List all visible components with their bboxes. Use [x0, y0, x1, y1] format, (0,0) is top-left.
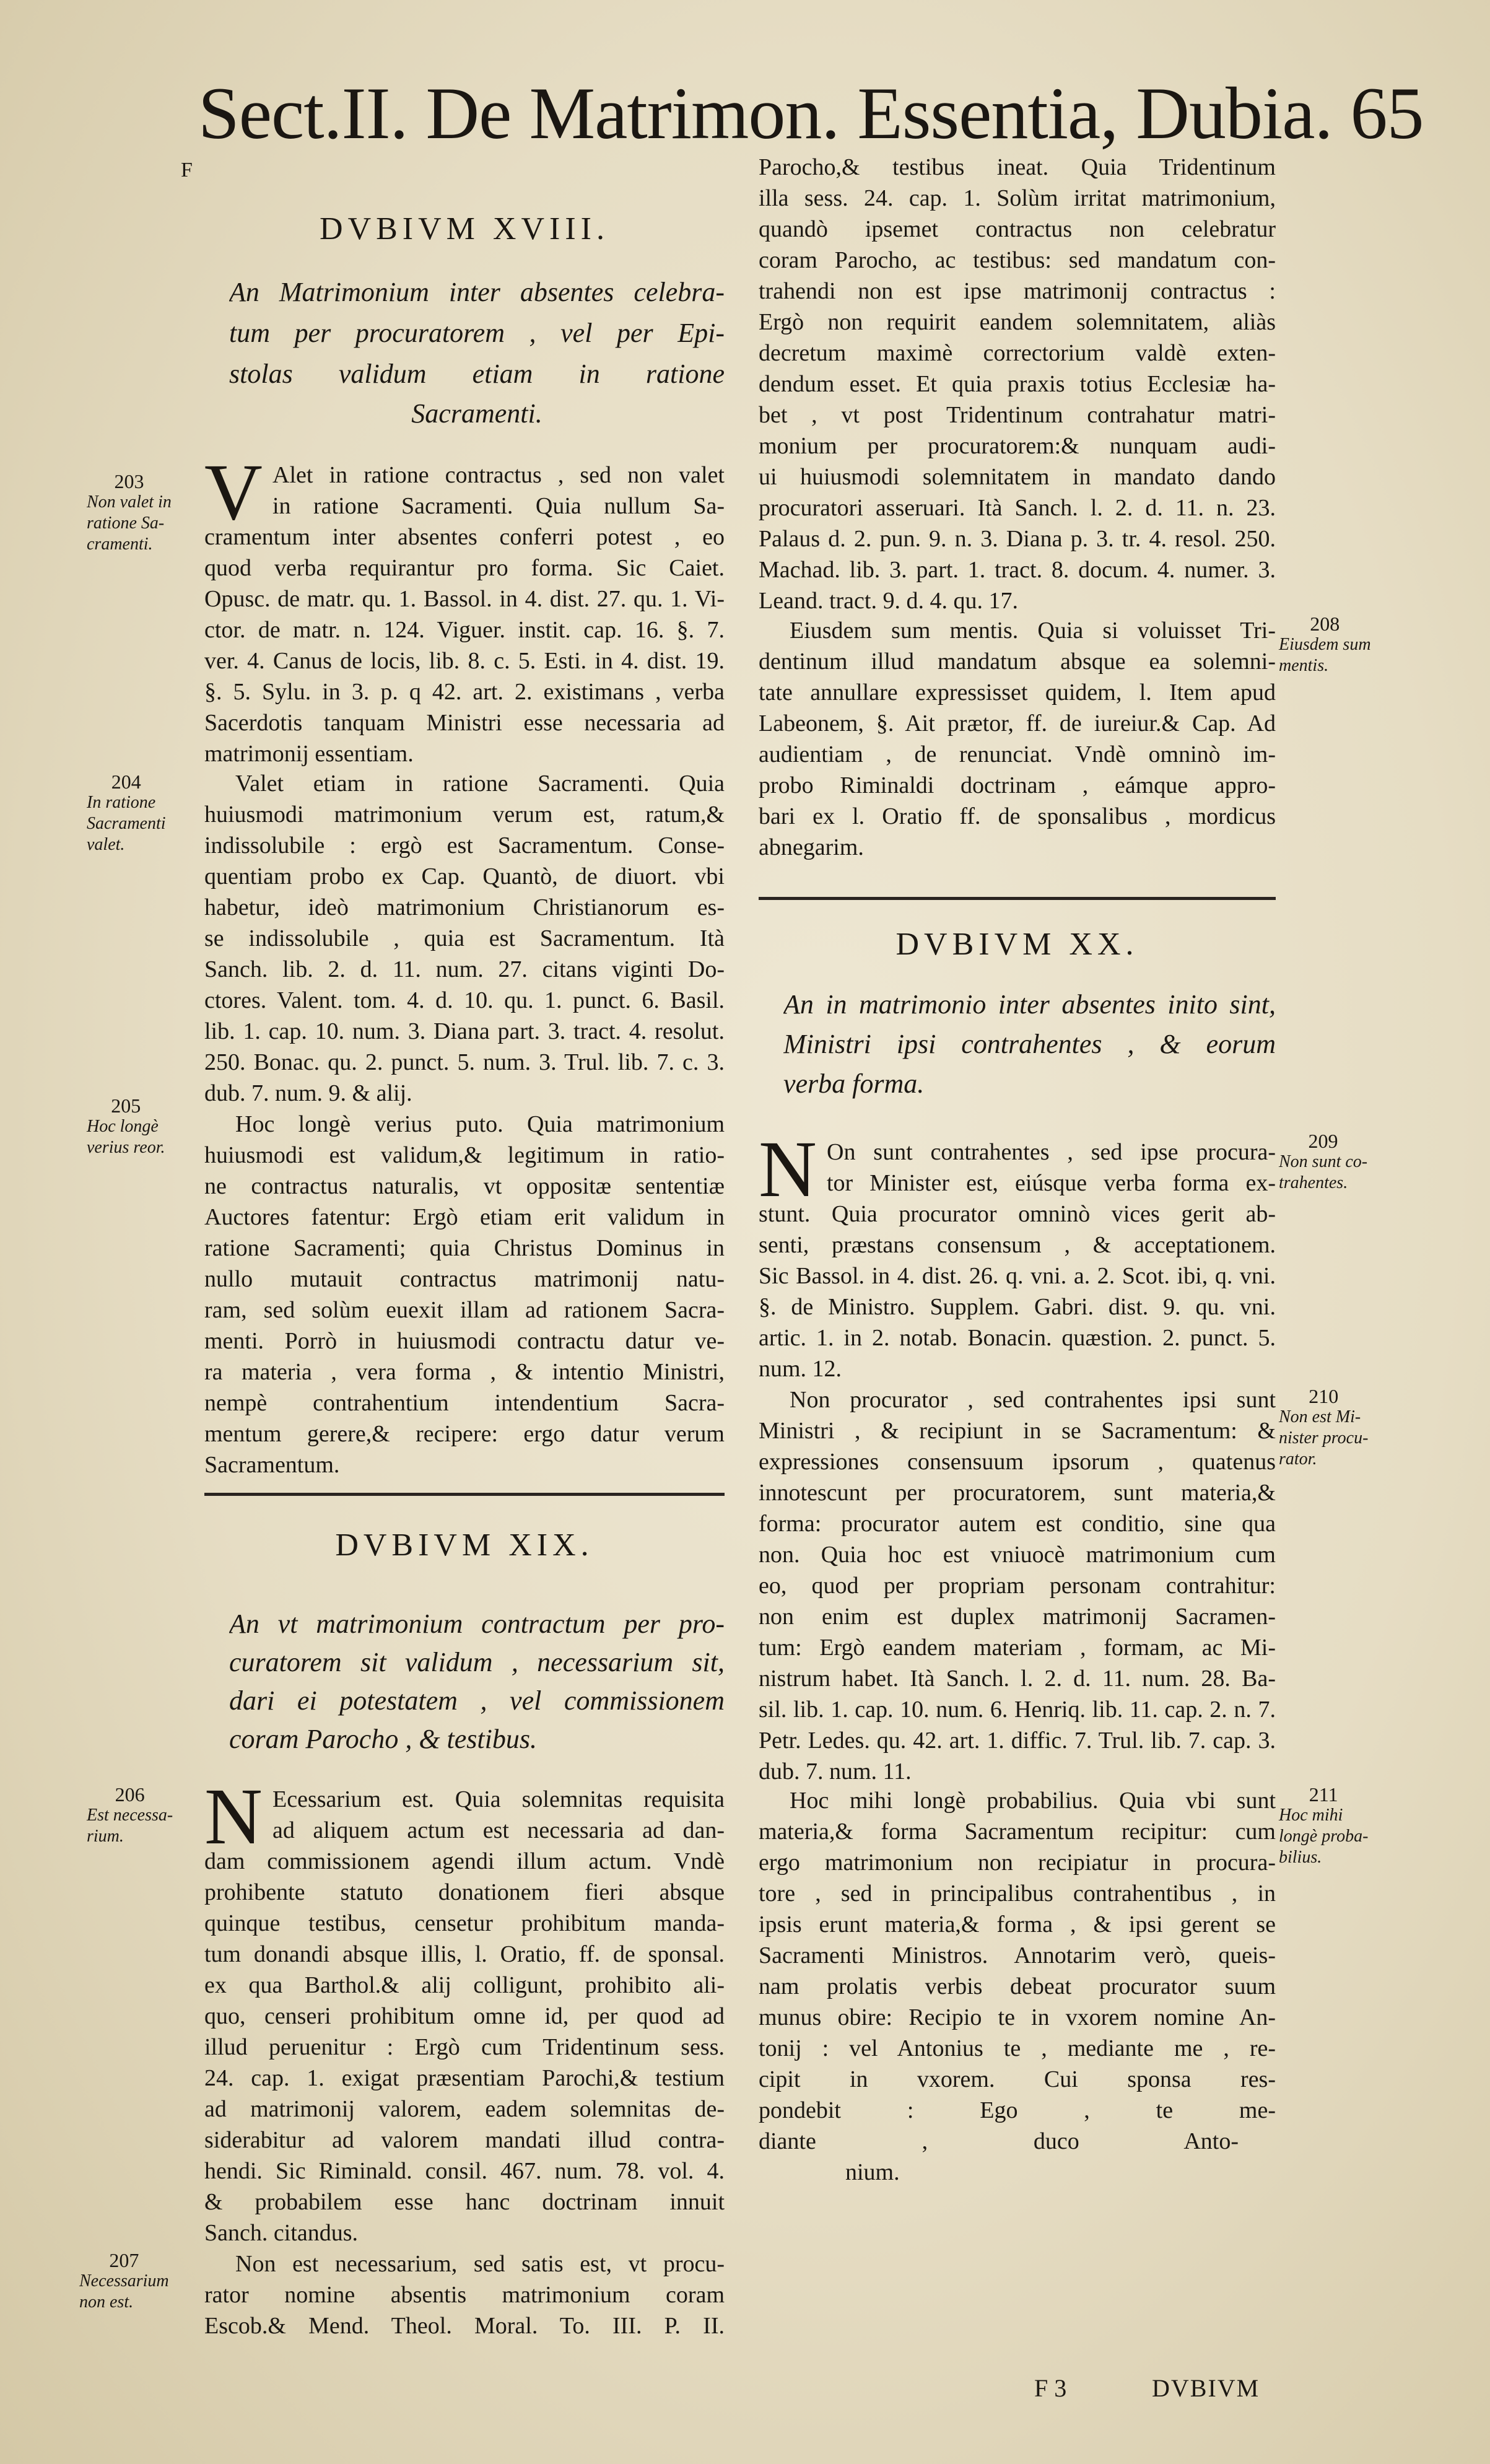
- margin-note-number: 208: [1310, 613, 1340, 635]
- text-line: prohibente statuto donationem fieri absque: [204, 1879, 725, 1905]
- text-line: coram Parocho, ac testibus: sed mandatum con-: [759, 247, 1276, 273]
- text-line: expressiones consensuum ipsorum , quatenus: [759, 1449, 1276, 1475]
- margin-note-number: 203: [114, 470, 144, 492]
- text-line: ne contractus naturalis, vt oppositæ sententiæ: [204, 1173, 725, 1199]
- text-line: siderabitur ad valorem mandati illud contra-: [204, 2127, 725, 2153]
- margin-note-number: 209: [1308, 1130, 1338, 1152]
- text-line: abnegarim.: [759, 834, 864, 860]
- text-line: Sacramentum.: [204, 1452, 340, 1478]
- catchword: DVBIVM: [1152, 2374, 1260, 2402]
- text-line: Hoc mihi longè probabilius. Quia vbi sunt: [790, 1788, 1276, 1814]
- text-line: bari ex l. Oratio ff. de sponsalibus , mordicus: [759, 803, 1276, 829]
- text-line: Opusc. de matr. qu. 1. Bassol. in 4. dist. 27. qu. 1. Vi-: [204, 586, 725, 612]
- text-line: ex qua Barthol.& alij colligunt, prohibito ali-: [204, 1972, 725, 1998]
- margin-note-text: Non est Mi-: [1279, 1407, 1361, 1426]
- question-line: tum per procuratorem , vel per Epi-: [229, 318, 725, 348]
- margin-note: [79, 2250, 169, 2313]
- text-line: artic. 1. in 2. notab. Bonacin. quæstion. 2. punct. 5.: [759, 1325, 1276, 1351]
- text-line: ipsis erunt materia,& forma , & ipsi gerent se: [759, 1911, 1276, 1938]
- margin-note: [1279, 1784, 1368, 1868]
- section-heading: DVBIVM XVIII.: [320, 214, 609, 245]
- section-heading: DVBIVM XX.: [895, 929, 1139, 960]
- text-line: huiusmodi matrimonium verum est, ratum,&: [204, 802, 725, 828]
- margin-note: [1279, 1130, 1367, 1194]
- margin-note-text: trahentes.: [1279, 1173, 1348, 1192]
- text-line: stunt. Quia procurator omninò vices gerit ab-: [759, 1201, 1276, 1227]
- margin-note: [87, 771, 166, 855]
- right-column: [759, 0, 1276, 2464]
- text-line: ver. 4. Canus de locis, lib. 8. c. 5. Esti. in 4. dist. 19.: [204, 648, 725, 674]
- text-line: probo Riminaldi doctrinam , eámque appro-: [759, 772, 1276, 798]
- text-line: trahendi non est ipse matrimonij contractus :: [759, 278, 1276, 304]
- text-line: munus obire: Recipio te in vxorem nomine An-: [759, 2004, 1276, 2030]
- section-heading: DVBIVM XIX.: [335, 1530, 594, 1561]
- signature-mark: F 3: [1034, 2374, 1067, 2402]
- margin-note-text: non est.: [79, 2292, 134, 2312]
- text-line: Sanch. citandus.: [204, 2220, 359, 2246]
- margin-note-text: Necessarium: [79, 2271, 169, 2291]
- text-line: in ratione Sacramenti. Quia nullum Sa-: [272, 493, 725, 519]
- text-line: nam prolatis verbis debeat procurator suum: [759, 1973, 1276, 1999]
- text-line: ad aliquem actum est necessaria ad dan-: [272, 1817, 725, 1843]
- margin-note-text: cramenti.: [87, 535, 153, 554]
- margin-note-number: 205: [111, 1094, 141, 1117]
- margin-note-text: Hoc mihi: [1279, 1806, 1343, 1825]
- text-line: Machad. lib. 3. part. 1. tract. 8. docum. 4. numer. 3.: [759, 557, 1276, 583]
- text-line: pondebit : Ego , te me-: [759, 2097, 1276, 2123]
- question-line: An Matrimonium inter absentes celebra-: [229, 277, 725, 307]
- text-line: non. Quia hoc est vniuocè matrimonium cum: [759, 1542, 1276, 1568]
- text-line: tonij : vel Antonius te , mediante me , re-: [759, 2035, 1276, 2061]
- margin-note-text: nister procu-: [1279, 1428, 1369, 1448]
- question-line: Ministri ipsi contrahentes , & eorum: [783, 1029, 1276, 1059]
- text-line: Ergò non requirit eandem solemnitatem, aliàs: [759, 309, 1276, 335]
- text-line: 250. Bonac. qu. 2. punct. 5. num. 3. Trul. lib. 7. c. 3.: [204, 1049, 725, 1075]
- text-line: Leand. tract. 9. d. 4. qu. 17.: [759, 588, 1018, 614]
- text-line: Hoc longè verius puto. Quia matrimonium: [235, 1111, 725, 1137]
- text-line: & probabilem esse hanc doctrinam innuit: [204, 2189, 725, 2215]
- text-line: Non procurator , sed contrahentes ipsi sunt: [790, 1387, 1276, 1413]
- margin-note-text: rator.: [1279, 1449, 1317, 1469]
- margin-note-number: 207: [109, 2249, 139, 2271]
- margin-note: [87, 1095, 165, 1158]
- margin-note-number: 206: [115, 1783, 145, 1806]
- text-line: Sacerdotis tanquam Ministri esse necessaria ad: [204, 710, 725, 736]
- text-line: dentinum illud mandatum absque ea solemni-: [759, 649, 1276, 675]
- text-line: nistrum habet. Ità Sanch. l. 2. d. 11. num. 28. Ba-: [759, 1666, 1276, 1692]
- text-line: tor Minister est, eiúsque verba forma ex-: [827, 1170, 1276, 1196]
- section-divider: [759, 897, 1276, 900]
- text-line: quod verba requirantur pro forma. Sic Caiet.: [204, 555, 725, 581]
- text-line: ad matrimonij valorem, eadem solemnitas de-: [204, 2096, 725, 2122]
- text-line: nullo mutauit contractus matrimonij natu-: [204, 1266, 725, 1292]
- text-line: menti. Porrò in huiusmodi contractu datur ve-: [204, 1328, 725, 1354]
- margin-note-text: In ratione: [87, 793, 156, 812]
- text-line: nium.: [845, 2159, 900, 2185]
- text-line: dub. 7. num. 11.: [759, 1758, 912, 1785]
- text-line: tum: Ergò eandem materiam , formam, ac Mi-: [759, 1635, 1276, 1661]
- text-line: Sic Bassol. in 4. dist. 26. q. vni. a. 2. Scot. ibi, q. vni.: [759, 1263, 1276, 1289]
- drop-cap: N: [204, 1772, 263, 1861]
- margin-note-text: Sacramenti: [87, 814, 166, 833]
- question-line: curatorem sit validum , necessarium sit,: [229, 1647, 725, 1677]
- text-line: Palaus d. 2. pun. 9. n. 3. Diana p. 3. tr. 4. resol. 250.: [759, 526, 1276, 552]
- text-line: indissolubile : ergò est Sacramentum. Conse-: [204, 832, 725, 858]
- text-line: huiusmodi est validum,& legitimum in ratio-: [204, 1142, 725, 1168]
- margin-note: [1279, 613, 1371, 676]
- text-line: habetur, ideò matrimonium Christianorum es-: [204, 894, 725, 920]
- text-line: cramentum inter absentes conferri potest , eo: [204, 524, 725, 550]
- corner-mark: F: [181, 159, 193, 181]
- text-line: quentiam probo ex Cap. Quantò, de diuort. vbi: [204, 863, 725, 889]
- text-line: Valet etiam in ratione Sacramenti. Quia: [235, 771, 725, 797]
- margin-note: [87, 1784, 173, 1847]
- margin-note-text: Eiusdem sum: [1279, 635, 1371, 654]
- margin-note-text: valet.: [87, 835, 125, 854]
- text-line: Auctores fatentur: Ergò etiam erit validum in: [204, 1204, 725, 1230]
- margin-note-number: 210: [1309, 1385, 1339, 1407]
- text-line: illud peruenitur : Ergò cum Tridentinum sess.: [204, 2034, 725, 2060]
- text-line: hendi. Sic Riminald. consil. 467. num. 78. vol. 4.: [204, 2158, 725, 2184]
- text-line: forma: procurator autem est conditio, sine qua: [759, 1511, 1276, 1537]
- text-line: num. 12.: [759, 1356, 842, 1382]
- left-column: [204, 0, 725, 2464]
- drop-cap: N: [759, 1125, 817, 1214]
- text-line: lib. 1. cap. 10. num. 3. Diana part. 3. tract. 4. resolut.: [204, 1018, 725, 1044]
- text-line: ui huiusmodi solemnitatem in mandato dando: [759, 464, 1276, 490]
- text-line: ra materia , vera forma , & intentio Ministri,: [204, 1359, 725, 1385]
- margin-note-text: verius reor.: [87, 1138, 165, 1157]
- text-line: se indissolubile , quia est Sacramentum. Ità: [204, 925, 725, 951]
- text-line: ram, sed solùm euexit illam ad rationem Sacra-: [204, 1297, 725, 1323]
- margin-note-text: Non sunt co-: [1279, 1152, 1368, 1171]
- text-line: audientiam , de renunciat. Vndè omninò im-: [759, 741, 1276, 767]
- drop-cap: V: [204, 448, 263, 537]
- text-line: dub. 7. num. 9. & alij.: [204, 1080, 412, 1106]
- text-line: quinque testibus, censetur prohibitum manda-: [204, 1910, 725, 1936]
- text-line: sil. lib. 1. cap. 10. num. 6. Henriq. lib. 11. cap. 2. n. 7.: [759, 1697, 1276, 1723]
- text-line: quandò ipsemet contractus non celebratur: [759, 216, 1276, 242]
- text-line: dam commissionem agendi illum actum. Vndè: [204, 1848, 725, 1874]
- margin-note-text: longè proba-: [1279, 1827, 1369, 1846]
- text-line: tore , sed in principalibus contrahentibus , in: [759, 1881, 1276, 1907]
- margin-note: [1279, 1386, 1368, 1470]
- question-line: verba forma.: [783, 1068, 925, 1099]
- text-line: eo, quod per propriam personam contrahitur:: [759, 1573, 1276, 1599]
- text-line: Labeonem, §. Ait prætor, ff. de iureiur.& Cap. Ad: [759, 710, 1276, 736]
- text-line: dendum esset. Et quia praxis totius Ecclesiæ ha-: [759, 371, 1276, 397]
- text-line: monium per procuratorem:& nunquam audi-: [759, 433, 1276, 459]
- text-line: ctores. Valent. tom. 4. d. 10. qu. 1. punct. 6. Basil.: [204, 987, 725, 1013]
- text-line: nempè contrahentium intendentium Sacra-: [204, 1390, 725, 1416]
- text-line: bet , vt post Tridentinum contrahatur matri-: [759, 402, 1276, 428]
- text-line: Parocho,& testibus ineat. Quia Tridentinum: [759, 154, 1276, 180]
- margin-note-text: Hoc longè: [87, 1117, 159, 1136]
- text-line: Alet in ratione contractus , sed non valet: [272, 462, 725, 488]
- text-line: non enim est duplex matrimonij Sacramen-: [759, 1604, 1276, 1630]
- text-line: On sunt contrahentes , sed ipse procura-: [827, 1139, 1276, 1165]
- question-line: dari ei potestatem , vel commissionem: [229, 1685, 725, 1716]
- text-line: ratione Sacramenti; quia Christus Dominus in: [204, 1235, 725, 1261]
- margin-note-number: 204: [111, 771, 141, 793]
- question-line: An vt matrimonium contractum per pro-: [229, 1609, 725, 1639]
- text-line: cipit in vxorem. Cui sponsa res-: [759, 2066, 1276, 2092]
- text-line: tum donandi absque illis, l. Oratio, ff. de sponsal.: [204, 1941, 725, 1967]
- text-line: procuratori asseruari. Ità Sanch. l. 2. d. 11. n. 23.: [759, 495, 1276, 521]
- question-line: stolas validum etiam in ratione: [229, 359, 725, 389]
- text-line: materia,& forma Sacramentum recipitur: cum: [759, 1819, 1276, 1845]
- text-line: quo, censeri prohibitum omne id, per quod ad: [204, 2003, 725, 2029]
- text-line: tate annullare expressisset quidem, l. Item apud: [759, 679, 1276, 706]
- text-line: Ecessarium est. Quia solemnitas requisita: [272, 1786, 725, 1812]
- text-line: Eiusdem sum mentis. Quia si voluisset Tri-: [790, 618, 1276, 644]
- margin-note-text: ratione Sa-: [87, 513, 165, 533]
- margin-note-text: bilius.: [1279, 1848, 1322, 1867]
- text-line: §. de Ministro. Supplem. Gabri. dist. 9. qu. vni.: [759, 1294, 1276, 1320]
- section-divider: [204, 1493, 725, 1496]
- margin-note: [87, 471, 172, 555]
- text-line: Petr. Ledes. qu. 42. art. 1. diffic. 7. Trul. lib. 7. cap. 3.: [759, 1728, 1276, 1754]
- text-line: decretum maximè correctorium valdè exten-: [759, 340, 1276, 366]
- text-line: 24. cap. 1. exigat præsentiam Parochi,& testium: [204, 2065, 725, 2091]
- text-line: senti, præstans consensum , & acceptationem.: [759, 1232, 1276, 1258]
- question-line: coram Parocho , & testibus.: [229, 1724, 537, 1754]
- text-line: innotescunt per procuratorem, sunt materia,&: [759, 1480, 1276, 1506]
- text-line: ctor. de matr. n. 124. Viguer. instit. cap. 16. §. 7.: [204, 617, 725, 643]
- text-line: illa sess. 24. cap. 1. Solùm irritat matrimonium,: [759, 185, 1276, 211]
- text-line: Sacramenti Ministros. Annotarim verò, queis-: [759, 1942, 1276, 1968]
- text-line: Non est necessarium, sed satis est, vt procu-: [235, 2251, 725, 2277]
- text-line: ergo matrimonium non recipiatur in procura-: [759, 1850, 1276, 1876]
- margin-note-text: Non valet in: [87, 492, 172, 512]
- text-line: Escob.& Mend. Theol. Moral. To. III. P. II.: [204, 2313, 725, 2339]
- question-line: Sacramenti.: [411, 398, 542, 429]
- margin-note-number: 211: [1309, 1783, 1338, 1806]
- question-line: An in matrimonio inter absentes inito sint,: [783, 989, 1276, 1020]
- margin-note-text: rium.: [87, 1827, 124, 1846]
- text-line: mentum gerere,& recipere: ergo datur verum: [204, 1421, 725, 1447]
- text-line: diante , duco Anto-: [759, 2128, 1239, 2154]
- running-header: Sect.II. De Matrimon. Essentia, Dubia. 65: [198, 72, 1424, 154]
- text-line: matrimonij essentiam.: [204, 741, 414, 767]
- text-line: §. 5. Sylu. in 3. p. q 42. art. 2. existimans , verba: [204, 679, 725, 705]
- text-line: rator nomine absentis matrimonium coram: [204, 2282, 725, 2308]
- margin-note-text: mentis.: [1279, 656, 1329, 675]
- margin-note-text: Est necessa-: [87, 1806, 173, 1825]
- text-line: Ministri , & recipiunt in se Sacramentum: &: [759, 1418, 1276, 1444]
- text-line: Sanch. lib. 2. d. 11. num. 27. citans viginti Do-: [204, 956, 725, 982]
